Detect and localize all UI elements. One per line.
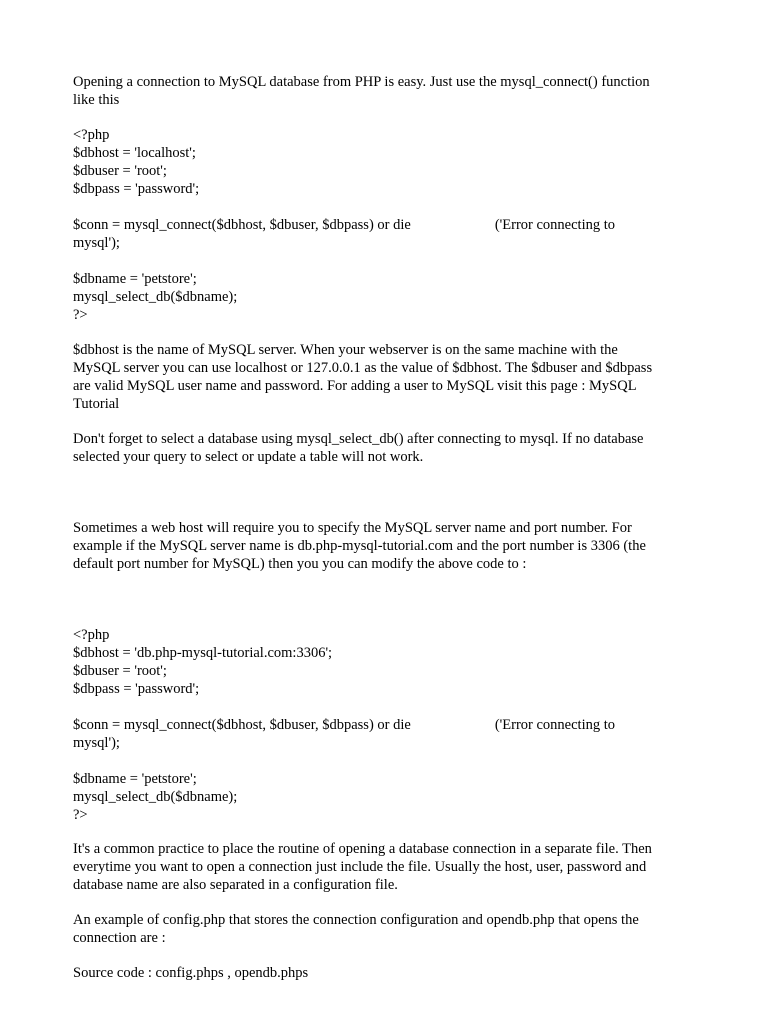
example-paragraph	[73, 911, 708, 947]
text-line: It's a common practice to place the routine of opening a database connection in a separate file. Then	[73, 841, 652, 857]
source-code-text: Source code : config.phps , opendb.phps	[73, 965, 309, 981]
text-line: are valid MySQL user name and password. For adding a user to MySQL visit this page : MySQL	[73, 378, 637, 394]
text-line: selected your query to select or update a table will not work.	[73, 449, 424, 465]
code-line: $dbname = 'petstore';	[73, 771, 197, 787]
text-line: Tutorial	[73, 396, 120, 412]
code-line: $dbhost = 'localhost';	[73, 145, 196, 161]
code-line	[73, 716, 708, 734]
text-line: An example of config.php that stores the connection configuration and opendb.php that opens the	[73, 912, 639, 928]
code-line: $dbpass = 'password';	[73, 681, 200, 697]
code-fragment: $conn = mysql_connect($dbhost, $dbuser, $dbpass) or die	[73, 217, 411, 233]
text-line: Opening a connection to MySQL database from PHP is easy. Just use the mysql_connect() function	[73, 74, 650, 90]
code-line: $dbuser = 'root';	[73, 163, 167, 179]
text-line: like this	[73, 92, 120, 108]
code-line: $dbname = 'petstore';	[73, 271, 197, 287]
code-block-2	[73, 626, 708, 824]
select-db-paragraph	[73, 430, 708, 466]
code-line: mysql_select_db($dbname);	[73, 289, 238, 305]
code-line: $dbpass = 'password';	[73, 181, 200, 197]
code-line: <?php	[73, 627, 110, 643]
text-line: MySQL server you can use localhost or 127.0.0.1 as the value of $dbhost. The $dbuser and $dbpass	[73, 360, 653, 376]
code-line: $dbuser = 'root';	[73, 663, 167, 679]
code-line: <?php	[73, 127, 110, 143]
intro-paragraph	[73, 73, 708, 109]
code-line: mysql');	[73, 735, 120, 751]
text-line: $dbhost is the name of MySQL server. When your webserver is on the same machine with the	[73, 342, 618, 358]
code-line: mysql');	[73, 235, 120, 251]
text-line: default port number for MySQL) then you you can modify the above code to :	[73, 556, 527, 572]
text-line: database name are also separated in a configuration file.	[73, 877, 398, 893]
code-line: ?>	[73, 307, 88, 323]
code-fragment: $conn = mysql_connect($dbhost, $dbuser, $dbpass) or die	[73, 717, 411, 733]
separate-file-paragraph	[73, 840, 708, 894]
text-line: example if the MySQL server name is db.php-mysql-tutorial.com and the port number is 3306 (the	[73, 538, 646, 554]
code-line	[73, 216, 708, 234]
text-line: Don't forget to select a database using mysql_select_db() after connecting to mysql. If no database	[73, 431, 644, 447]
text-line: everytime you want to open a connection just include the file. Usually the host, user, password and	[73, 859, 647, 875]
code-block-1	[73, 126, 708, 324]
code-line: $dbhost = 'db.php-mysql-tutorial.com:3306';	[73, 645, 333, 661]
port-paragraph	[73, 519, 708, 573]
code-line: mysql_select_db($dbname);	[73, 789, 238, 805]
text-line: Sometimes a web host will require you to specify the MySQL server name and port number. For	[73, 520, 632, 536]
host-explanation-paragraph	[73, 341, 708, 413]
code-fragment: ('Error connecting to	[494, 217, 616, 233]
source-code-line	[73, 964, 708, 982]
text-line: connection are :	[73, 930, 166, 946]
code-line: ?>	[73, 807, 88, 823]
code-fragment: ('Error connecting to	[494, 717, 616, 733]
